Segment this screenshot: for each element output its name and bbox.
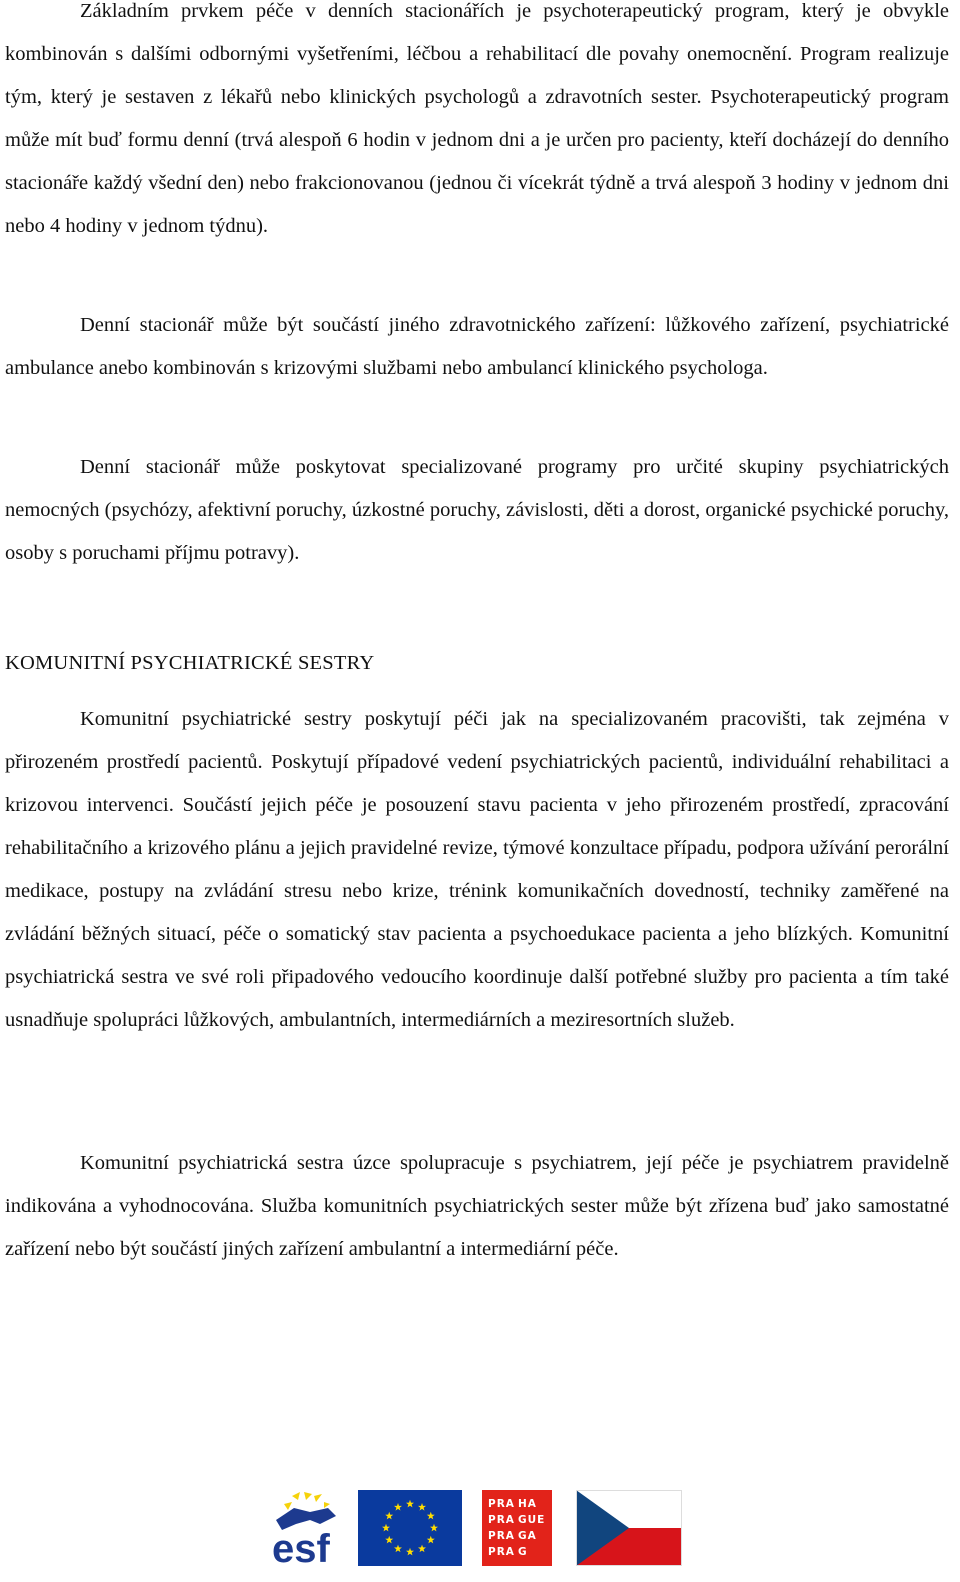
funding-logos [270, 1490, 682, 1566]
paragraph-community-nurses: Komunitní psychiatrické sestry poskytují péči jak na specializovaném pracovišti, tak zejména v přirozeném prostředí pacientů. Poskytují případové vedení psychiatrických pacientů, individuální rehabilitaci a krizovou intervenci. Součástí jejich péče je posouzení stavu pacienta v jeho přirozeném prostředí, zpracování rehabilitačního a krizového plánu a jejich pravidelné revize, týmové konzultace případu, podpora užívání perorální medikace, postupy na zvládání stresu nebo krize, trénink komunikačních dovedností, techniky zaměřené na zvládání běžných situací, péče o somatický stav pacienta a psychoedukace pacienta a jeho blízkých. Komunitní psychiatrická sestra ve své roli připadového vedoucího koordinuje další potřebné služby pro pacienta a tím také usnadňuje spolupráci lůžkových, ambulantních, intermediárních a meziresortních služeb. [5, 708, 949, 1031]
praha-logo-text: PRA HA PRA GUE PRA GA PRA G [488, 1498, 546, 1558]
section-heading: KOMUNITNÍ PSYCHIATRICKÉ SESTRY [5, 652, 375, 674]
esf-logo-text: esf [272, 1527, 330, 1566]
praha-logo [482, 1490, 552, 1566]
paragraph-specialized-programs: Denní stacionář může poskytovat specializované programy pro určité skupiny psychiatrických nemocných (psychózy, afektivní poruchy, úzkostné poruchy, závislosti, děti a dorost, organické psychické poruchy, osoby s poruchami příjmu potravy). [5, 456, 949, 564]
paragraph-day-care-program: Základním prvkem péče v denních stacionářích je psychoterapeutický program, který je obvykle kombinován s dalšími odbornými vyšetřeními, léčbou a rehabilitací dle povahy onemocnění. Program realizuje tým, který je sestaven z lékařů nebo klinických psychologů a zdravotních sester. Psychoterapeutický program může mít buď formu denní (trvá alespoň 6 hodin v jednom dni a je určen pro pacienty, kteří docházejí do denního stacionáře každý všední den) nebo frakcionovanou (jednou či vícekrát týdně a trvá alespoň 3 hodiny v jednom dni nebo 4 hodiny v jednom týdnu). [5, 0, 949, 237]
czech-flag-logo [576, 1490, 682, 1566]
paragraph-day-care-facility: Denní stacionář může být součástí jiného zdravotnického zařízení: lůžkového zařízení, psychiatrické ambulance anebo kombinován s krizovými službami nebo ambulancí klinického psychologa. [5, 314, 949, 379]
esf-logo [270, 1490, 354, 1566]
eu-flag-logo [358, 1490, 462, 1566]
paragraph-nurse-cooperation: Komunitní psychiatrická sestra úzce spolupracuje s psychiatrem, její péče je psychiatrem pravidelně indikována a vyhodnocována. Služba komunitních psychiatrických sester může být zřízena buď jako samostatné zařízení nebo být součástí jiných zařízení ambulantní a intermediární péče. [5, 1152, 949, 1260]
